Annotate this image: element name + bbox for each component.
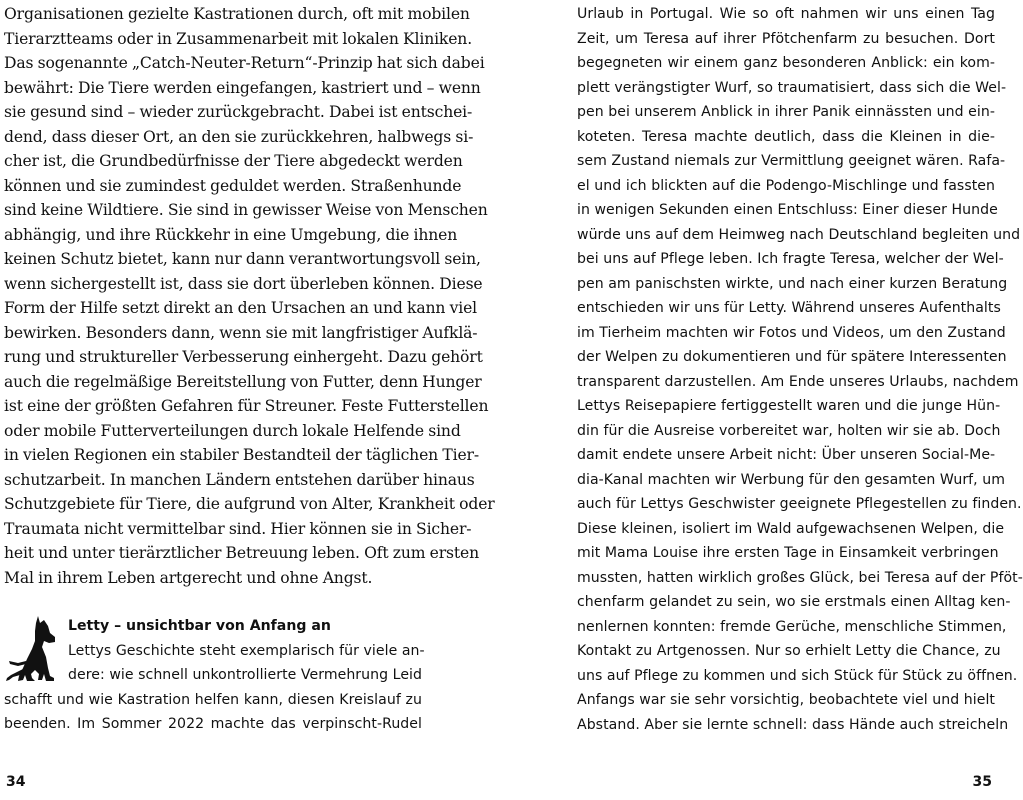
text-line: din für die Ausreise vorbereitet war, holten wir sie ab. Doch — [577, 422, 1001, 439]
text-line: rung und struktureller Verbesserung einhergeht. Dazu gehört — [4, 348, 483, 366]
text-line: pen am panischsten wirkte, und nach einer kurzen Beratung — [577, 275, 1008, 292]
text-line: Das sogenannte „Catch-Neuter-Return“-Prinzip hat sich dabei — [4, 54, 485, 72]
text-line: Lettys Geschichte steht exemplarisch für viele an- — [68, 642, 425, 659]
text-line: auch für Lettys Geschwister geeignete Pflegestellen zu finden. — [577, 496, 1022, 512]
text-line: keinen Schutz bietet, kann nur dann verantwortungsvoll sein, — [4, 250, 481, 268]
text-line: damit endete unsere Arbeit nicht: Über unseren Social-Me- — [577, 447, 996, 463]
text-line: transparent darzustellen. Am Ende unseres Urlaubs, nachdem — [577, 373, 1019, 390]
text-line: Organisationen gezielte Kastrationen durch, oft mit mobilen — [4, 5, 470, 23]
right-body-text — [577, 2, 1023, 737]
text-line: auch die regelmäßige Bereitstellung von Futter, denn Hunger — [4, 372, 482, 391]
text-line: uns auf Pflege zu kommen und sich Stück für Stück zu öffnen. — [577, 667, 1018, 684]
text-line: Abstand. Aber sie lernte schnell: dass Hände auch streicheln — [577, 716, 1009, 733]
text-line: oder mobile Futterverteilungen durch lokale Helfende sind — [4, 421, 461, 440]
text-line: chenfarm gelandet zu sein, wo sie erstmals einen Alltag ken- — [577, 594, 1011, 610]
text-line: Urlaub in Portugal. Wie so oft nahmen wir uns einen Tag — [577, 6, 995, 22]
text-line: können und sie zumindest geduldet werden. Straßenhunde — [4, 176, 462, 195]
text-line: heit und unter tierärztlicher Betreuung leben. Oft zum ersten — [4, 544, 480, 562]
text-line: Zeit, um Teresa auf ihrer Pfötchenfarm zu besuchen. Dort — [577, 30, 995, 47]
text-line: wenn sichergestellt ist, dass sie dort überleben können. Diese — [4, 274, 483, 293]
text-line: im Tierheim machten wir Fotos und Videos, um den Zustand — [577, 324, 1006, 341]
text-line: Schutzgebiete für Tiere, die aufgrund von Alter, Krankheit oder — [4, 495, 495, 513]
sitting-dog-silhouette-icon — [4, 614, 66, 686]
text-line: nenlernen konnten: fremde Gerüche, menschliche Stimmen, — [577, 618, 1007, 635]
text-line: bei uns auf Pflege leben. Ich fragte Teresa, welcher der Wel- — [577, 251, 1004, 267]
text-line: pen bei unserem Anblick in ihrer Panik einnässten und ein- — [577, 104, 995, 120]
text-line: el und ich blickten auf die Podengo-Mischlinge und fassten — [577, 177, 995, 194]
text-line: sie gesund sind – wieder zurückgebracht. Dabei ist entschei- — [4, 103, 473, 121]
text-line: Anfangs war sie sehr vorsichtig, beobachtete viel und hielt — [577, 692, 995, 708]
text-line: der Welpen zu dokumentieren und für spätere Interessenten — [577, 349, 1007, 365]
letty-section — [4, 614, 425, 737]
text-line: Lettys Reisepapiere fertiggestellt waren und die junge Hün- — [577, 398, 1001, 414]
text-line: schafft und wie Kastration helfen kann, diesen Kreislauf zu — [4, 691, 422, 708]
text-line: mussten, hatten wirklich großes Glück, bei Teresa auf der Pföt- — [577, 569, 1023, 586]
page-number-left: 34 — [6, 774, 26, 790]
text-line: Kontakt zu Artgenossen. Nur so erhielt Letty die Chance, zu — [577, 643, 1001, 659]
page-number-right: 35 — [972, 774, 992, 790]
left-body-text — [4, 2, 495, 590]
text-line: cher ist, die Grundbedürfnisse der Tiere abgedeckt werden — [4, 152, 463, 170]
text-line: Form der Hilfe setzt direkt an den Ursachen an und kann viel — [4, 299, 477, 317]
text-line: dia-Kanal machten wir Werbung für den gesamten Wurf, um — [577, 471, 1005, 488]
text-line: dere: wie schnell unkontrollierte Vermehrung Leid — [68, 667, 422, 683]
text-line: beenden. Im Sommer 2022 machte das verpinscht-Rudel — [4, 716, 422, 732]
text-line: Diese kleinen, isoliert im Wald aufgewachsenen Welpen, die — [577, 520, 1005, 537]
text-line: plett verängstigter Wurf, so traumatisiert, dass sich die Wel- — [577, 79, 1007, 96]
section-heading: Letty – unsichtbar von Anfang an — [68, 618, 331, 634]
text-line: koteten. Teresa machte deutlich, dass die Kleinen in die- — [577, 128, 995, 145]
text-line: schutzarbeit. In manchen Ländern entstehen darüber hinaus — [4, 470, 475, 489]
text-line: mit Mama Louise ihre ersten Tage in Einsamkeit verbringen — [577, 545, 999, 561]
text-line: begegneten wir einem ganz besonderen Anblick: ein kom- — [577, 55, 995, 71]
text-line: würde uns auf dem Heimweg nach Deutschland begleiten und — [577, 226, 1021, 243]
text-line: entschieden wir uns für Letty. Während unseres Aufenthalts — [577, 300, 1001, 316]
text-line: bewirken. Besonders dann, wenn sie mit langfristiger Aufklä- — [4, 323, 478, 342]
text-line: in wenigen Sekunden einen Entschluss: Einer dieser Hunde — [577, 202, 998, 218]
text-line: sem Zustand niemals zur Vermittlung geeignet wären. Rafa- — [577, 153, 1006, 169]
right-page — [500, 0, 1023, 800]
text-line: Traumata nicht vermittelbar sind. Hier können sie in Sicher- — [4, 519, 472, 538]
text-line: sind keine Wildtiere. Sie sind in gewisser Weise von Menschen — [4, 201, 488, 219]
text-line: ist eine der größten Gefahren für Streuner. Feste Futterstellen — [4, 397, 489, 415]
text-line: abhängig, und ihre Rückkehr in eine Umgebung, die ihnen — [4, 225, 458, 244]
text-line: in vielen Regionen ein stabiler Bestandteil der täglichen Tier- — [4, 446, 479, 464]
text-line: bewährt: Die Tiere werden eingefangen, kastriert und – wenn — [4, 78, 481, 97]
text-line: Tierarztteams oder in Zusammenarbeit mit lokalen Kliniken. — [4, 29, 472, 48]
text-line: Mal in ihrem Leben artgerecht und ohne Angst. — [4, 568, 373, 587]
text-line: dend, dass dieser Ort, an den sie zurückkehren, halbwegs si- — [4, 127, 474, 146]
left-page — [0, 0, 500, 800]
